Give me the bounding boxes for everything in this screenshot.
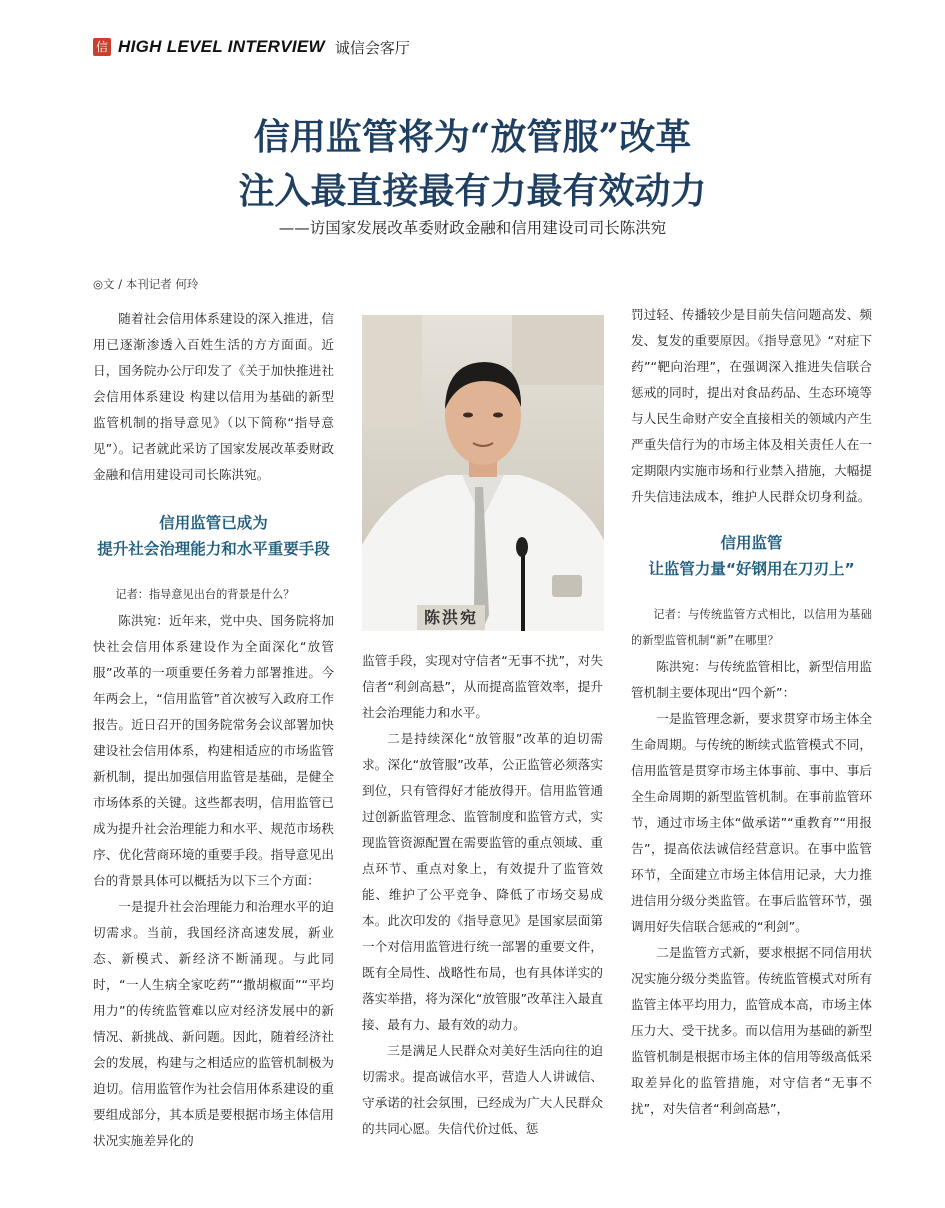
point-three-paragraph: 三是满足人民群众对美好生活向往的迫切需求。提高诚信水平，营造人人讲诚信、守承诺的社会氛围，已经成为广大人民群众的共同心愿。失信代价过低、惩	[362, 1043, 603, 1136]
section-heading-1: 信用监管已成为 提升社会治理能力和水平重要手段	[97, 514, 330, 558]
reporter-question-1: 记者：指导意见出台的背景是什么？	[115, 588, 295, 601]
title-line-2: 注入最直接最有力最有效动力	[238, 170, 707, 212]
article-title	[0, 110, 945, 218]
new-point-two-paragraph: 二是监管方式新，要求根据不同信用状况实施分级分类监管。传统监管模式对所有监管主体平均用力，监管成本高，市场主体压力大、受干扰多。而以信用为基础的新型监管机制是根据市场主体的信用等级高低采取差异化的监管措施，对守信者“无事不扰”，对失信者“利剑高悬”，	[631, 945, 872, 1116]
magazine-header	[93, 34, 410, 60]
section-heading-2: 信用监管 让监管力量“好钢用在刀刃上”	[648, 534, 855, 578]
reporter-question-2: 记者：与传统监管方式相比，以信用为基础的新型监管机制“新”在哪里？	[631, 608, 872, 647]
point-two-paragraph: 二是持续深化“放管服”改革的迫切需求。深化“放管服”改革，公正监管必须落实到位，只有管得好才能放得开。信用监管通过创新监管理念、监管制度和监管方式，实现监管资源配置在需要监管的重点领域、重点环节、重点对象上，有效提升了监管效能、维护了公平竞争、降低了市场交易成本。此次印发的《指导意见》是国家层面第一个对信用监管进行统一部署的重要文件，既有全局性、战略性布局，也有具体详实的落实举措，将为深化“放管服”改革注入最直接、最有力、最有效的动力。	[362, 731, 603, 1032]
column-name-en: HIGH LEVEL INTERVIEW	[118, 37, 325, 56]
intro-paragraph: 随着社会信用体系建设的深入推进，信用已逐渐渗透入百姓生活的方方面面。近日，国务院办公厅印发了《关于加快推进社会信用体系建设 构建以信用为基础的新型监管机制的指导意见》（以下简称“指导意见”）。记者就此采访了国家发展改革委财政金融和信用建设司司长陈洪宛。	[93, 311, 334, 482]
byline: ◎文 / 本刊记者 何玲	[93, 277, 199, 291]
portrait-illustration	[362, 315, 604, 631]
text-column-2	[362, 648, 603, 1142]
column-name-cn: 诚信会客厅	[334, 38, 410, 57]
photo-caption: 陈洪宛	[417, 605, 485, 630]
point-one-paragraph: 一是提升社会治理能力和治理水平的迫切需求。当前，我国经济高速发展，新业态、新模式、新经济不断涌现。与此同时，“一人生病全家吃药”“撒胡椒面”“平均用力”的传统监管难以应对经济发展中的新情况、新挑战、新问题。因此，随着经济社会的发展，构建与之相适应的监管机制极为迫切。信用监管作为社会信用体系建设的重要组成部分，其本质是要根据市场主体信用状况实施差异化的	[93, 899, 334, 1148]
answer-paragraph-1: 陈洪宛：近年来，党中央、国务院将加快社会信用体系建设作为全面深化“放管服”改革的一项重要任务着力部署推进。今年两会上，“信用监管”首次被写入政府工作报告。近日召开的国务院常务会议部署加快建设社会信用体系，构建相适应的市场监管新机制，提出加强信用监管是基础，是健全市场体系的关键。这些都表明，信用监管已成为提升社会治理能力和水平、规范市场秩序、优化营商环境的重要手段。指导意见出台的背景具体可以概括为以下三个方面：	[93, 613, 334, 888]
article-subtitle: ——访国家发展改革委财政金融和信用建设司司长陈洪宛	[278, 219, 667, 237]
magazine-logo-icon: 信	[93, 38, 111, 56]
new-point-one-paragraph: 一是监管理念新，要求贯穿市场主体全生命周期。与传统的断续式监管模式不同，信用监管是贯穿市场主体事前、事中、事后全生命周期的新型监管机制。在事前监管环节，通过市场主体“做承诺”“重教育”“用报告”，提高依法诚信经营意识。在事中监管环节，全面建立市场主体信用记录，大力推进信用分级分类监管。在事后监管环节，强调用好失信联合惩戒的“利剑”。	[631, 711, 872, 934]
answer-paragraph-2: 陈洪宛：与传统监管相比，新型信用监管机制主要体现出“四个新”：	[631, 659, 872, 700]
title-line-1: 信用监管将为“放管服”改革	[253, 116, 692, 158]
text-column-1	[93, 306, 334, 1154]
interviewee-photo	[362, 315, 604, 631]
continued-paragraph: 罚过轻、传播较少是目前失信问题高发、频发、复发的重要原因。《指导意见》“对症下药”“靶向治理”，在强调深入推进失信联合惩戒的同时，提出对食品药品、生态环境等与人民生命财产安全直接相关的领域内产生严重失信行为的市场主体及相关责任人在一定期限内实施市场和行业禁入措施，大幅提升失信违法成本，维护人民群众切身利益。	[631, 307, 872, 504]
text-column-3	[631, 302, 872, 1122]
continued-paragraph: 监管手段，实现对守信者“无事不扰”，对失信者“利剑高悬”，从而提高监管效率，提升社会治理能力和水平。	[362, 653, 603, 720]
